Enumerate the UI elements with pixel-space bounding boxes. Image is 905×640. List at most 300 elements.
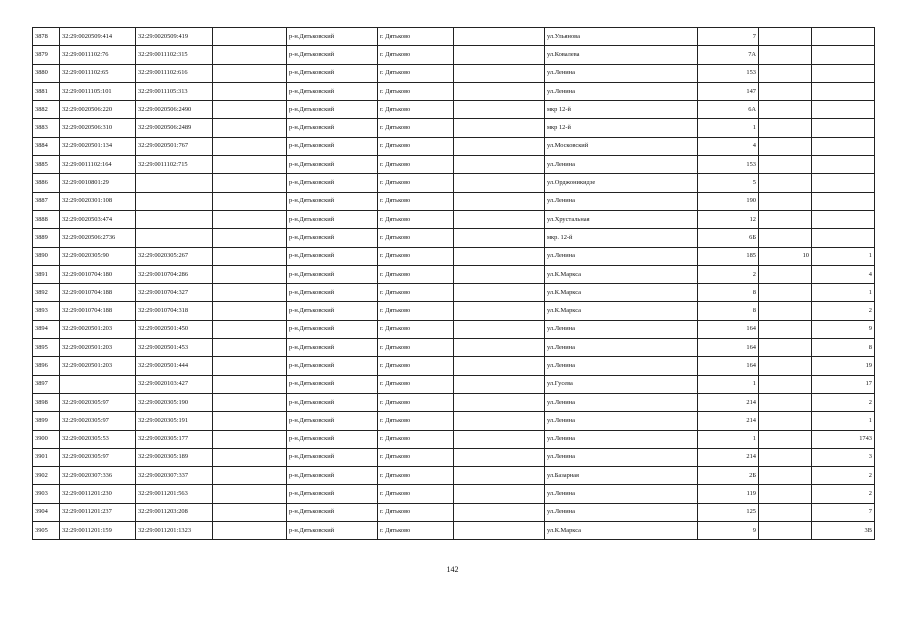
cell-building — [759, 46, 812, 64]
cell-cadastral-number-premises: 32:29:0020501:767 — [136, 137, 213, 155]
cell-town: г. Дятьково — [378, 284, 454, 302]
cell-cadastral-number-premises: 32:29:0010704:327 — [136, 284, 213, 302]
cell-street: ул.К.Маркса — [545, 302, 698, 320]
cell-empty — [213, 485, 287, 503]
cell-empty — [213, 393, 287, 411]
cell-empty — [454, 412, 545, 430]
cell-apartment: 19 — [812, 357, 875, 375]
cell-apartment — [812, 174, 875, 192]
cell-row-number: 3887 — [33, 192, 60, 210]
cell-apartment — [812, 210, 875, 228]
cell-empty — [454, 393, 545, 411]
cell-row-number: 3880 — [33, 64, 60, 82]
cell-cadastral-number-premises: 32:29:0020305:190 — [136, 393, 213, 411]
cell-apartment — [812, 64, 875, 82]
cell-street: ул.Ленина — [545, 247, 698, 265]
cell-house: 214 — [698, 448, 759, 466]
cell-house: 125 — [698, 503, 759, 521]
cell-street: ул.Ленина — [545, 339, 698, 357]
cell-empty — [213, 302, 287, 320]
table-row — [33, 247, 875, 265]
cell-empty — [213, 375, 287, 393]
cell-house: 1 — [698, 375, 759, 393]
cell-empty — [454, 320, 545, 338]
cell-region: р-н.Дятьковский — [287, 467, 378, 485]
cell-cadastral-number: 32:29:0011102:65 — [60, 64, 136, 82]
cell-building — [759, 137, 812, 155]
cell-building — [759, 119, 812, 137]
table-row — [33, 393, 875, 411]
cell-region: р-н.Дятьковский — [287, 503, 378, 521]
cell-region: р-н.Дятьковский — [287, 412, 378, 430]
cell-row-number: 3888 — [33, 210, 60, 228]
cell-town: г. Дятьково — [378, 448, 454, 466]
table-row — [33, 284, 875, 302]
cell-town: г. Дятьково — [378, 101, 454, 119]
cell-town: г. Дятьково — [378, 375, 454, 393]
cell-cadastral-number-premises: 32:29:0020305:267 — [136, 247, 213, 265]
cell-empty — [454, 265, 545, 283]
cell-row-number: 3894 — [33, 320, 60, 338]
cell-cadastral-number-premises — [136, 174, 213, 192]
cell-street: ул.Орджоникидзе — [545, 174, 698, 192]
cell-region: р-н.Дятьковский — [287, 339, 378, 357]
cell-town: г. Дятьково — [378, 467, 454, 485]
cell-cadastral-number-premises: 32:29:0010704:286 — [136, 265, 213, 283]
cell-building — [759, 375, 812, 393]
cell-cadastral-number: 32:29:0020305:97 — [60, 412, 136, 430]
cell-town: г. Дятьково — [378, 46, 454, 64]
cell-apartment — [812, 119, 875, 137]
cell-town: г. Дятьково — [378, 522, 454, 540]
cell-town: г. Дятьково — [378, 357, 454, 375]
cell-apartment: 4 — [812, 265, 875, 283]
table-row — [33, 192, 875, 210]
cell-empty — [454, 210, 545, 228]
cell-town: г. Дятьково — [378, 412, 454, 430]
cell-town: г. Дятьково — [378, 229, 454, 247]
cell-street: ул.К.Маркса — [545, 284, 698, 302]
cell-apartment: 17 — [812, 375, 875, 393]
cell-region: р-н.Дятьковский — [287, 357, 378, 375]
cell-building — [759, 28, 812, 46]
cell-cadastral-number: 32:29:0010704:188 — [60, 284, 136, 302]
cell-town: г. Дятьково — [378, 192, 454, 210]
cell-region: р-н.Дятьковский — [287, 265, 378, 283]
cell-house: 164 — [698, 339, 759, 357]
cell-cadastral-number: 32:29:0011201:237 — [60, 503, 136, 521]
cell-house: 147 — [698, 82, 759, 100]
table-row — [33, 412, 875, 430]
cell-region: р-н.Дятьковский — [287, 28, 378, 46]
cell-house: 2 — [698, 265, 759, 283]
cell-town: г. Дятьково — [378, 247, 454, 265]
cell-empty — [454, 302, 545, 320]
cell-cadastral-number: 32:29:0011201:159 — [60, 522, 136, 540]
cell-street: ул.Ленина — [545, 393, 698, 411]
cell-cadastral-number: 32:29:0011102:164 — [60, 156, 136, 174]
table-row — [33, 156, 875, 174]
cell-row-number: 3898 — [33, 393, 60, 411]
cell-town: г. Дятьково — [378, 320, 454, 338]
cell-cadastral-number-premises: 32:29:0020509:419 — [136, 28, 213, 46]
cell-empty — [213, 192, 287, 210]
cell-region: р-н.Дятьковский — [287, 137, 378, 155]
cell-house: 1 — [698, 119, 759, 137]
cell-cadastral-number-premises: 32:29:0020501:450 — [136, 320, 213, 338]
cell-town: г. Дятьково — [378, 64, 454, 82]
cell-apartment: 2 — [812, 302, 875, 320]
cell-house: 164 — [698, 320, 759, 338]
cell-row-number: 3886 — [33, 174, 60, 192]
cell-empty — [454, 119, 545, 137]
cell-empty — [454, 64, 545, 82]
cell-cadastral-number: 32:29:0020506:310 — [60, 119, 136, 137]
cell-town: г. Дятьково — [378, 174, 454, 192]
cell-apartment: 8 — [812, 339, 875, 357]
cell-region: р-н.Дятьковский — [287, 119, 378, 137]
cell-house: 12 — [698, 210, 759, 228]
cell-cadastral-number: 32:29:0020506:2736 — [60, 229, 136, 247]
cell-row-number: 3897 — [33, 375, 60, 393]
cell-cadastral-number-premises: 32:29:0020307:337 — [136, 467, 213, 485]
cell-apartment: 2 — [812, 393, 875, 411]
cell-building — [759, 503, 812, 521]
table-row — [33, 339, 875, 357]
cell-building — [759, 229, 812, 247]
cell-empty — [454, 284, 545, 302]
cell-apartment: 2 — [812, 467, 875, 485]
cell-cadastral-number-premises: 32:29:0011201:563 — [136, 485, 213, 503]
cell-empty — [454, 339, 545, 357]
cell-empty — [454, 46, 545, 64]
cell-empty — [213, 82, 287, 100]
cell-house: 6А — [698, 101, 759, 119]
cell-building — [759, 467, 812, 485]
cell-empty — [213, 430, 287, 448]
cell-cadastral-number: 32:29:0020509:414 — [60, 28, 136, 46]
cell-apartment: 7 — [812, 503, 875, 521]
cell-cadastral-number: 32:29:0020305:90 — [60, 247, 136, 265]
cell-cadastral-number-premises: 32:29:0020305:191 — [136, 412, 213, 430]
cell-town: г. Дятьково — [378, 156, 454, 174]
cell-row-number: 3903 — [33, 485, 60, 503]
table-row — [33, 448, 875, 466]
table-row — [33, 485, 875, 503]
cell-empty — [213, 28, 287, 46]
cell-row-number: 3895 — [33, 339, 60, 357]
cell-empty — [213, 503, 287, 521]
cell-building: 10 — [759, 247, 812, 265]
cell-empty — [454, 82, 545, 100]
page-number: 142 — [446, 565, 459, 574]
cell-cadastral-number: 32:29:0011201:230 — [60, 485, 136, 503]
cell-cadastral-number: 32:29:0010801:29 — [60, 174, 136, 192]
table-row — [33, 522, 875, 540]
cell-apartment — [812, 156, 875, 174]
cell-house: 214 — [698, 412, 759, 430]
cell-empty — [213, 210, 287, 228]
cell-empty — [454, 247, 545, 265]
cell-cadastral-number: 32:29:0020301:108 — [60, 192, 136, 210]
cell-house: 190 — [698, 192, 759, 210]
cell-cadastral-number-premises: 32:29:0011203:208 — [136, 503, 213, 521]
cell-building — [759, 192, 812, 210]
cell-empty — [213, 119, 287, 137]
cell-house: 2Б — [698, 467, 759, 485]
cell-empty — [454, 375, 545, 393]
cell-building — [759, 265, 812, 283]
cell-cadastral-number: 32:29:0010704:180 — [60, 265, 136, 283]
cell-street: ул.Ленина — [545, 430, 698, 448]
cell-building — [759, 82, 812, 100]
cell-cadastral-number-premises: 32:29:0010704:318 — [136, 302, 213, 320]
cell-empty — [213, 156, 287, 174]
cell-street: ул.К.Маркса — [545, 265, 698, 283]
cell-apartment — [812, 229, 875, 247]
cell-row-number: 3883 — [33, 119, 60, 137]
cell-street: ул.Московский — [545, 137, 698, 155]
table-row — [33, 229, 875, 247]
cell-town: г. Дятьково — [378, 302, 454, 320]
cell-empty — [213, 229, 287, 247]
cell-region: р-н.Дятьковский — [287, 302, 378, 320]
cell-empty — [454, 448, 545, 466]
cell-empty — [454, 430, 545, 448]
cell-empty — [213, 284, 287, 302]
cell-town: г. Дятьково — [378, 485, 454, 503]
cell-empty — [454, 467, 545, 485]
cell-region: р-н.Дятьковский — [287, 430, 378, 448]
cell-row-number: 3901 — [33, 448, 60, 466]
cell-apartment: 1 — [812, 247, 875, 265]
cell-street: ул.Ленина — [545, 82, 698, 100]
cell-street: ул.Ульянова — [545, 28, 698, 46]
cell-empty — [454, 357, 545, 375]
cell-building — [759, 448, 812, 466]
cell-house: 7 — [698, 28, 759, 46]
cell-apartment — [812, 192, 875, 210]
cell-apartment: 3 — [812, 448, 875, 466]
cell-cadastral-number: 32:29:0020305:97 — [60, 448, 136, 466]
cell-street: мкр. 12-й — [545, 229, 698, 247]
cell-empty — [454, 28, 545, 46]
cell-empty — [213, 265, 287, 283]
cell-empty — [454, 485, 545, 503]
cell-empty — [213, 339, 287, 357]
cell-region: р-н.Дятьковский — [287, 522, 378, 540]
cell-region: р-н.Дятьковский — [287, 284, 378, 302]
table-row — [33, 265, 875, 283]
cell-apartment: 1743 — [812, 430, 875, 448]
cell-building — [759, 412, 812, 430]
cell-row-number: 3884 — [33, 137, 60, 155]
cell-building — [759, 320, 812, 338]
cell-apartment — [812, 137, 875, 155]
cell-street: ул.Ленина — [545, 485, 698, 503]
cell-row-number: 3893 — [33, 302, 60, 320]
cell-row-number: 3890 — [33, 247, 60, 265]
cell-empty — [213, 46, 287, 64]
table-row — [33, 119, 875, 137]
table-row — [33, 82, 875, 100]
cell-street: ул.Ленина — [545, 192, 698, 210]
cell-apartment — [812, 46, 875, 64]
cell-cadastral-number-premises: 32:29:0020501:444 — [136, 357, 213, 375]
cell-empty — [454, 174, 545, 192]
cell-house: 7А — [698, 46, 759, 64]
cell-town: г. Дятьково — [378, 503, 454, 521]
table-row — [33, 302, 875, 320]
cell-building — [759, 302, 812, 320]
cell-street: ул.Ленина — [545, 64, 698, 82]
cell-house: 9 — [698, 522, 759, 540]
cell-street: ул.Ленина — [545, 448, 698, 466]
cell-house: 1 — [698, 430, 759, 448]
cell-empty — [213, 448, 287, 466]
cell-street: ул.Базарная — [545, 467, 698, 485]
cell-house: 5 — [698, 174, 759, 192]
cell-region: р-н.Дятьковский — [287, 46, 378, 64]
cell-street: ул.К.Маркса — [545, 522, 698, 540]
cell-building — [759, 393, 812, 411]
cell-region: р-н.Дятьковский — [287, 64, 378, 82]
table-row — [33, 46, 875, 64]
cell-cadastral-number: 32:29:0011102:76 — [60, 46, 136, 64]
cell-house: 153 — [698, 64, 759, 82]
cell-empty — [454, 137, 545, 155]
cell-empty — [454, 192, 545, 210]
cell-row-number: 3891 — [33, 265, 60, 283]
table-row — [33, 503, 875, 521]
cell-row-number: 3900 — [33, 430, 60, 448]
cell-region: р-н.Дятьковский — [287, 156, 378, 174]
cell-row-number: 3881 — [33, 82, 60, 100]
cell-cadastral-number: 32:29:0020305:53 — [60, 430, 136, 448]
cell-empty — [213, 357, 287, 375]
cell-row-number: 3904 — [33, 503, 60, 521]
cell-building — [759, 210, 812, 228]
cell-apartment — [812, 28, 875, 46]
cell-region: р-н.Дятьковский — [287, 229, 378, 247]
cell-house: 153 — [698, 156, 759, 174]
table-row — [33, 430, 875, 448]
cell-apartment: 2 — [812, 485, 875, 503]
cell-house: 4 — [698, 137, 759, 155]
cell-apartment — [812, 82, 875, 100]
cell-empty — [454, 101, 545, 119]
cell-apartment — [812, 101, 875, 119]
table-row — [33, 28, 875, 46]
cell-row-number: 3889 — [33, 229, 60, 247]
table-row — [33, 375, 875, 393]
cell-empty — [454, 229, 545, 247]
cell-cadastral-number: 32:29:0020501:203 — [60, 339, 136, 357]
cell-empty — [454, 503, 545, 521]
cell-row-number: 3896 — [33, 357, 60, 375]
cell-region: р-н.Дятьковский — [287, 247, 378, 265]
cell-street: ул.Ленина — [545, 357, 698, 375]
cell-house: 185 — [698, 247, 759, 265]
cell-house: 214 — [698, 393, 759, 411]
cell-empty — [213, 101, 287, 119]
cell-cadastral-number: 32:29:0020501:203 — [60, 320, 136, 338]
cell-building — [759, 357, 812, 375]
cell-cadastral-number: 32:29:0010704:188 — [60, 302, 136, 320]
property-register-table — [32, 27, 875, 540]
cell-region: р-н.Дятьковский — [287, 210, 378, 228]
cell-cadastral-number-premises: 32:29:0011102:715 — [136, 156, 213, 174]
cell-row-number: 3879 — [33, 46, 60, 64]
table-row — [33, 357, 875, 375]
cell-apartment: 9 — [812, 320, 875, 338]
cell-building — [759, 64, 812, 82]
cell-street: ул.Ленина — [545, 412, 698, 430]
cell-house: 6Б — [698, 229, 759, 247]
cell-empty — [213, 137, 287, 155]
cell-empty — [213, 64, 287, 82]
cell-cadastral-number: 32:29:0011105:101 — [60, 82, 136, 100]
cell-region: р-н.Дятьковский — [287, 174, 378, 192]
cell-cadastral-number-premises: 32:29:0020305:177 — [136, 430, 213, 448]
cell-region: р-н.Дятьковский — [287, 82, 378, 100]
cell-town: г. Дятьково — [378, 82, 454, 100]
cell-empty — [213, 522, 287, 540]
cell-region: р-н.Дятьковский — [287, 448, 378, 466]
cell-town: г. Дятьково — [378, 265, 454, 283]
cell-building — [759, 485, 812, 503]
cell-cadastral-number-premises: 32:29:0011105:313 — [136, 82, 213, 100]
cell-cadastral-number-premises: 32:29:0020103:427 — [136, 375, 213, 393]
cell-cadastral-number: 32:29:0020501:203 — [60, 357, 136, 375]
cell-empty — [213, 320, 287, 338]
cell-empty — [454, 522, 545, 540]
cell-house: 8 — [698, 302, 759, 320]
cell-building — [759, 156, 812, 174]
cell-street: ул.Ленина — [545, 503, 698, 521]
cell-empty — [213, 247, 287, 265]
cell-apartment: 1 — [812, 412, 875, 430]
cell-row-number: 3902 — [33, 467, 60, 485]
cell-cadastral-number: 32:29:0020503:474 — [60, 210, 136, 228]
cell-building — [759, 284, 812, 302]
cell-empty — [213, 174, 287, 192]
cell-cadastral-number: 32:29:0020501:134 — [60, 137, 136, 155]
cell-cadastral-number — [60, 375, 136, 393]
cell-house: 164 — [698, 357, 759, 375]
cell-street: ул.Хрустальная — [545, 210, 698, 228]
cell-cadastral-number-premises: 32:29:0011102:315 — [136, 46, 213, 64]
cell-row-number: 3892 — [33, 284, 60, 302]
table-row — [33, 101, 875, 119]
cell-town: г. Дятьково — [378, 210, 454, 228]
cell-cadastral-number-premises: 32:29:0020506:2489 — [136, 119, 213, 137]
cell-apartment: 1 — [812, 284, 875, 302]
cell-cadastral-number-premises: 32:29:0011102:616 — [136, 64, 213, 82]
cell-row-number: 3878 — [33, 28, 60, 46]
cell-street: ул.Ленина — [545, 156, 698, 174]
cell-cadastral-number: 32:29:0020305:97 — [60, 393, 136, 411]
cell-building — [759, 522, 812, 540]
cell-town: г. Дятьково — [378, 119, 454, 137]
cell-row-number: 3899 — [33, 412, 60, 430]
cell-row-number: 3905 — [33, 522, 60, 540]
cell-street: мкр 12-й — [545, 119, 698, 137]
cell-cadastral-number: 32:29:0020506:220 — [60, 101, 136, 119]
cell-town: г. Дятьково — [378, 430, 454, 448]
cell-cadastral-number-premises: 32:29:0020501:453 — [136, 339, 213, 357]
cell-street: мкр 12-й — [545, 101, 698, 119]
